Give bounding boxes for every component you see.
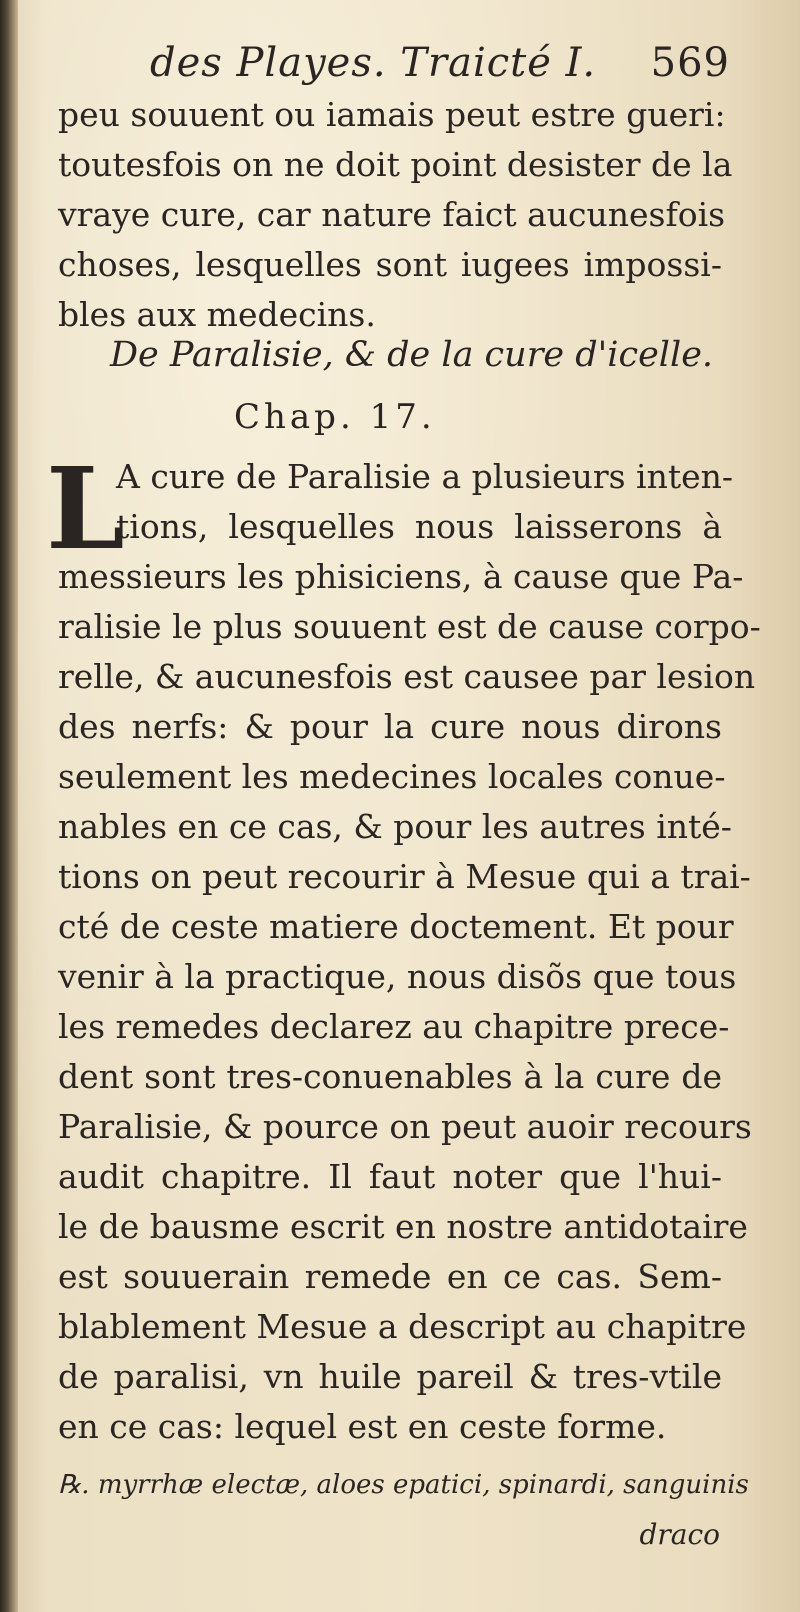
chapter-heading: Chap. 17. — [234, 397, 436, 437]
text-line: tions, lesquelles nous laisserons à — [116, 507, 722, 546]
text-line: toutesfois on ne doit point desister de la — [58, 145, 733, 184]
text-line: A cure de Paralisie a plusieurs inten- — [116, 457, 734, 496]
text-line: est souuerain remede en ce cas. Sem- — [58, 1257, 722, 1296]
text-line: relle, & aucunesfois est causee par lesion — [58, 657, 756, 696]
text-line: peu souuent ou iamais peut estre gueri: — [58, 95, 726, 134]
drop-cap: L — [46, 444, 125, 575]
text-line: tions on peut recourir à Mesue qui a trai- — [58, 857, 751, 896]
running-title: des Playes. Traicté I. — [150, 40, 597, 86]
text-line: nables en ce cas, & pour les autres inté- — [58, 807, 732, 846]
text-line: Paralisie, & pource on peut auoir recours — [58, 1107, 752, 1146]
text-line: dent sont tres-conuenables à la cure de — [58, 1057, 722, 1096]
text-line: seulement les medecines locales conue- — [58, 757, 726, 796]
intro-paragraph — [58, 90, 733, 340]
text-line: en ce cas: lequel est en ceste forme. — [58, 1407, 667, 1446]
text-line: choses, lesquelles sont iugees impossi- — [58, 245, 722, 284]
page-number: 569 — [650, 40, 730, 86]
section-title: De Paralisie, & de la cure d'icelle. — [110, 335, 714, 375]
recipe-line: ℞. myrrhæ electæ, aloes epatici, spinardi, sanguinis — [58, 1470, 749, 1500]
catchword: draco — [639, 1518, 720, 1551]
text-line: les remedes declarez au chapitre prece- — [58, 1007, 730, 1046]
text-line: cté de ceste matiere doctement. Et pour — [58, 907, 734, 946]
text-line: bles aux medecins. — [58, 295, 376, 334]
text-line: vraye cure, car nature faict aucunesfois — [58, 195, 726, 234]
binding-gutter — [0, 0, 18, 1612]
text-line: de paralisi, vn huile pareil & tres-vtile — [58, 1357, 722, 1396]
text-line: ralisie le plus souuent est de cause corpo- — [58, 607, 761, 646]
text-line: blablement Mesue a descript au chapitre — [58, 1307, 747, 1346]
text-line: des nerfs: & pour la cure nous dirons — [58, 707, 722, 746]
text-line: le de bausme escrit en nostre antidotaire — [58, 1207, 748, 1246]
text-line: audit chapitre. Il faut noter que l'hui- — [58, 1157, 722, 1196]
text-line: venir à la practique, nous disõs que tous — [58, 957, 737, 996]
chapter-paragraph — [58, 452, 761, 1452]
text-line: messieurs les phisiciens, à cause que Pa- — [58, 557, 744, 596]
